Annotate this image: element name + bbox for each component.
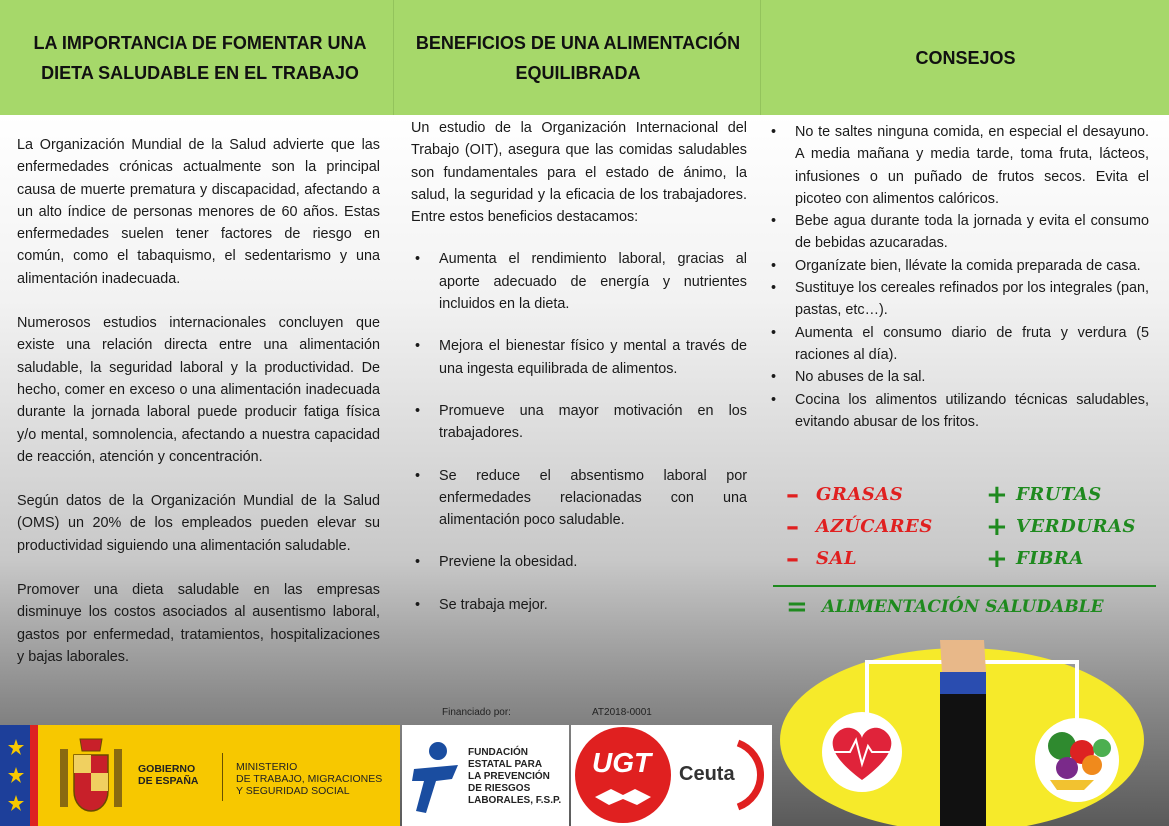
fsp-label: FUNDACIÓN ESTATAL PARA LA PREVENCIÓN DE RIESGOS LABORALES, F.S.P. — [468, 747, 562, 806]
list-item: • Se trabaja mejor. — [411, 594, 747, 616]
list-item: • Aumenta el consumo diario de fruta y verdura (5 raciones al día). — [767, 322, 1149, 367]
city-label: Ceuta — [679, 763, 735, 785]
ugt-logo — [571, 725, 772, 826]
plus-item: + FIBRA — [986, 544, 1084, 574]
fsp-logo — [402, 725, 569, 826]
government-label: GOBIERNO DE ESPAÑA — [138, 763, 199, 787]
list-item: • Sustituye los cereales refinados por los integrales (pan, pastas, etc…). — [767, 277, 1149, 322]
heart-and-vegetables-illustration — [772, 640, 1169, 826]
equation-line — [773, 585, 1156, 587]
col3-body — [767, 121, 1149, 433]
list-item: • Organízate bien, llévate la comida preparada de casa. — [767, 255, 1149, 277]
list-item: • Promueve una mayor motivación en los trabajadores. — [411, 400, 747, 445]
flag-stripe — [30, 725, 38, 826]
col2-body — [411, 117, 747, 636]
fsp-emblem-icon — [408, 739, 464, 815]
minus-item: – SAL — [786, 544, 858, 574]
star-icon — [6, 737, 26, 817]
handshake-icon — [593, 783, 653, 807]
result-label: = ALIMENTACIÓN SALUDABLE — [786, 592, 1104, 622]
col1-title: LA IMPORTANCIA DE FOMENTAR UNA DIETA SALUDABLE EN EL TRABAJO — [33, 32, 367, 83]
header-divider — [393, 0, 394, 115]
list-item: • Cocina los alimentos utilizando técnicas saludables, evitando abusar de los fritos. — [767, 389, 1149, 434]
col1-body — [17, 134, 380, 690]
list-item: • Previene la obesidad. — [411, 551, 747, 573]
list-item: • Se reduce el absentismo laboral por enfermedades relacionadas con una alimentación poco saludable. — [411, 465, 747, 532]
col2-intro: Un estudio de la Organización Internacional del Trabajo (OIT), asegura que las comidas saludables son fundamentales para el estado de ánimo, la salud, la seguridad y la eficacia de los trabajadores. Entre estos beneficios destacamos: — [411, 120, 747, 226]
funded-by-label: Financiado por: — [442, 707, 511, 718]
col1-paragraph: La Organización Mundial de la Salud advierte que las enfermedades crónicas actualmente son la principal causa de muerte prematura y discapacidad, afectando a un alto índice de personas menores de 60 años. Estas enfermedades suelen tener factores de riesgo en común, como el tabaquismo, el sedentarismo y una alimentación inadecuada. — [17, 137, 380, 287]
government-logo — [0, 725, 400, 826]
col1-paragraph: Promover una dieta saludable en las empresas disminuye los costos asociados al ausentismo laboral, gastos por enfermedad, tratamientos, hospitalizaciones y bajas laborales. — [17, 582, 380, 665]
list-item: • Bebe agua durante toda la jornada y evita el consumo de bebidas azucaradas. — [767, 210, 1149, 255]
header-divider — [760, 0, 761, 115]
list-item: • Aumenta el rendimiento laboral, gracias al aporte adecuado de energía y nutrientes incluidos en la dieta. — [411, 248, 747, 315]
col2-title: BENEFICIOS DE UNA ALIMENTACIÓN EQUILIBRADA — [415, 32, 741, 83]
tips-list — [767, 121, 1149, 433]
list-item: • No te saltes ninguna comida, en especial el desayuno. A media mañana y media tarde, toma fruta, lácteos, infusiones o un puñado de frutos secos. Evita el picoteo con alimentos calóricos. — [767, 121, 1149, 210]
list-item: • No abuses de la sal. — [767, 366, 1149, 388]
arc-icon — [736, 739, 770, 811]
ugt-label: UGT — [592, 747, 652, 778]
col1-paragraph: Según datos de la Organización Mundial de la Salud (OMS) un 20% de los empleados pueden elevar su productividad siguiendo una alimentación saludable. — [17, 493, 380, 554]
minus-item: – GRASAS — [786, 480, 904, 510]
minus-item: – AZÚCARES — [786, 512, 933, 542]
plus-item: + FRUTAS — [986, 480, 1102, 510]
benefits-list — [411, 248, 747, 616]
project-code: AT2018-0001 — [592, 707, 652, 718]
ministry-label: MINISTERIO DE TRABAJO, MIGRACIONES Y SEGURIDAD SOCIAL — [236, 761, 383, 797]
logo-divider — [222, 753, 223, 801]
coat-of-arms-icon — [56, 735, 126, 817]
col3-title: CONSEJOS — [915, 47, 1016, 68]
col1-paragraph: Numerosos estudios internacionales concluyen que existe una relación directa entre una alimentación saludable, la seguridad laboral y la productividad. De hecho, comer en exceso o una alimentación inadecuada durante la jornada laboral puede producir fatiga física y/o mental, somnolencia, afectando a nuestra capacidad de reacción, atención y concentración. — [17, 315, 380, 465]
list-item: • Mejora el bienestar físico y mental a través de una ingesta equilibrada de alimentos. — [411, 335, 747, 380]
plus-item: + VERDURAS — [986, 512, 1136, 542]
